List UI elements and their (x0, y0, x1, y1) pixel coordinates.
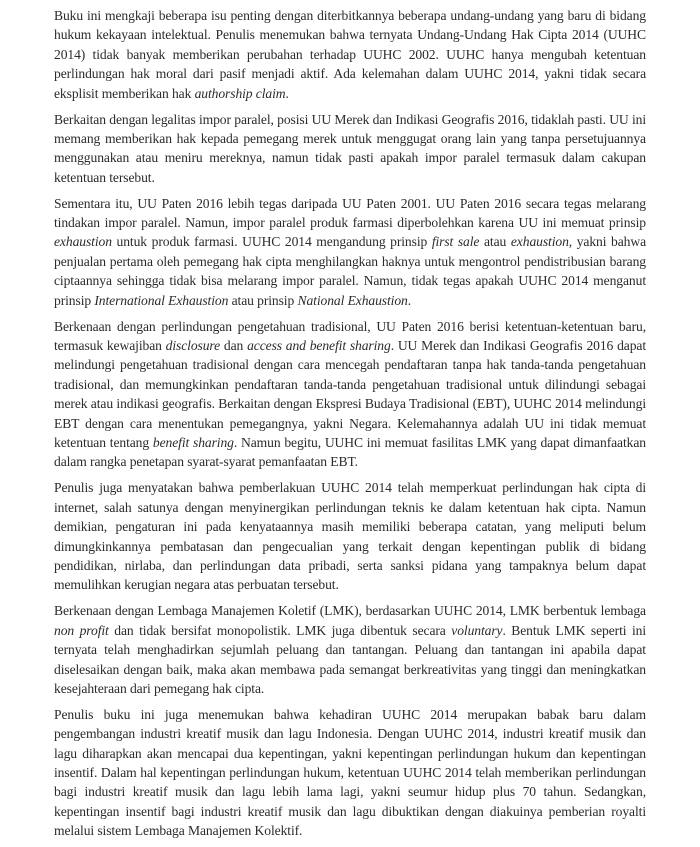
italic-term: non profit (54, 622, 109, 638)
text-segment: Sementara itu, UU Paten 2016 lebih tegas daripada UU Paten 2001. UU Paten 2016 secara tegas melarang tindakan impor paralel. Namun, impor paralel produk farmasi diperbolehkan karena UU ini memuat prinsip (54, 195, 646, 231)
text-segment: , yakni bahwa penjualan pertama oleh pemegang hak cipta menghilangkan haknya untuk mengontrol pendistribusian barang ciptaannya sehingga tidak bisa melarang impor paralel. Namun, tidak tegas apakah UUHC 2014 menganut prinsip (54, 234, 647, 308)
italic-term: disclosure (165, 338, 221, 353)
italic-term: benefit sharing (152, 435, 234, 451)
paragraph-6 (54, 601, 646, 698)
text-segment: Buku ini mengkaji beberapa isu penting dengan diterbitkannya beberapa undang-undang yang baru di bidang hukum kekayaan intelektual. Penulis menemukan bahwa ternyata Undang-Undang Hak Cipta 2014 (UUHC 2014) tidak banyak memberikan perubahan terhadap UUHC 2002. UUHC hanya mengubah ketentuan perlindungan hak moral dari pasif menjadi aktif. Ada kelemahan dalam UUHC 2014, yakni tidak secara eksplisit memberikan hak (54, 8, 646, 101)
paragraph-1 (54, 6, 646, 103)
italic-term: access and benefit sharing (247, 338, 391, 353)
text-segment: Berkaitan dengan legalitas impor paralel, posisi UU Merek dan Indikasi Geografis 2016, tidaklah pasti. UU ini memang memberikan hak kepada pemegang merek untuk menggugat orang lain yang tanpa persetujuannya menggunakan atau meniru mereknya, namun tidak pasti apakah impor paralel termasuk dalam cakupan ketentuan tersebut. (54, 111, 646, 185)
paragraph-7 (54, 705, 646, 841)
text-segment: atau prinsip (228, 292, 298, 308)
paragraph-3 (54, 194, 646, 310)
text-segment: Penulis juga menyatakan bahwa pemberlakuan UUHC 2014 telah memperkuat perlindungan hak cipta di internet, salah satunya dengan menyinergikan perlindungan teknis ke dalam ketentuan hak cipta. Namun demikian, pengaturan ini pada kenyataannya masih memiliki beberapa catatan, yang meliputi belum dimungkinkannya pembatasan dan pengecualian yang terkait dengan kepentingan publik di bidang pendidikan, nirlaba, dan perlindungan data pribadi, serta sanksi pidana yang tampaknya belum dapat memulihkan kerugian negara atas perbuatan tersebut. (54, 480, 646, 593)
text-segment: . Namun begitu, UUHC ini memuat fasilitas LMK yang dapat dimanfaatkan dalam rangka penetapan syarat-syarat pemanfaatan EBT. (54, 435, 646, 470)
italic-term: voluntary (451, 622, 503, 638)
paragraph-5 (54, 478, 646, 594)
text-segment: dan (220, 338, 248, 353)
text-segment: . Bentuk LMK seperti ini ternyata telah menghadirkan sejumlah peluang dan tantangan. Peluang dan tantangan ini apabila dapat diselesaikan dengan baik, maka akan membawa pada semangat berkreativitas yang tinggi dan meningkatkan kesejahteraan dari pemegang hak cipta. (54, 622, 647, 696)
paragraph-2 (54, 110, 646, 188)
paragraph-4 (54, 317, 646, 472)
text-segment: atau (479, 234, 511, 250)
text-segment: . UU Merek dan Indikasi Geografis 2016 dapat melindungi pengetahuan tradisional dengan cara mencegah pendaftaran tanpa hak tanda-tanda pengetahuan tradisional, dan memungkinkan pendaftaran tanda-tanda pengetahuan tradisional untuk dilindungi sebagai merek atau indikasi geografis. Berkaitan dengan Ekspresi Budaya Tradisional (EBT), UUHC 2014 melindungi EBT dengan cara menentukan pemegangnya, yakni Negara. Kelemahannya adalah UU ini tidak memuat ketentuan tentang (54, 338, 647, 451)
text-segment: untuk produk farmasi. UUHC 2014 mengandung prinsip (111, 234, 432, 250)
text-segment: Berkenaan dengan Lembaga Manajemen Koletif (LMK), berdasarkan UUHC 2014, LMK berbentuk lembaga (54, 603, 646, 619)
text-segment: Penulis buku ini juga menemukan bahwa kehadiran UUHC 2014 merupakan babak baru dalam pengembangan industri kreatif musik dan lagu Indonesia. Dengan UUHC 2014, industri kreatif musik dan lagu diharapkan akan mencapai dua kepentingan, yakni kepentingan perlindungan hukum dan kepentingan insentif. Dalam hal kepentingan perlindungan hukum, ketentuan UUHC 2014 telah memberikan perlindungan bagi industri kreatif musik dan lagu lebih lama lagi, yakni seumur hidup plus 70 tahun. Sedangkan, kepentingan insentif bagi industri kreatif musik dan lagu dibuktikan dengan diakuinya pemberian royalti melalui sistem Lembaga Manajemen Kolektif. (54, 706, 646, 839)
italic-term: first sale (431, 234, 480, 250)
text-segment: . (285, 85, 289, 101)
text-segment: dan tidak bersifat monopolistik. LMK juga dibentuk secara (108, 622, 452, 638)
text-segment: Berkenaan dengan perlindungan pengetahuan tradisional, UU Paten 2016 berisi ketentuan-ketentuan baru, termasuk kewajiban (54, 318, 646, 353)
italic-term: exhaustion (54, 234, 112, 250)
italic-term: exhaustion (510, 234, 569, 250)
italic-term: National Exhaustion (297, 292, 408, 308)
document-page (54, 6, 646, 847)
italic-term: International Exhaustion (94, 292, 229, 308)
text-segment: . (407, 292, 412, 308)
italic-term: authorship claim (194, 85, 286, 101)
